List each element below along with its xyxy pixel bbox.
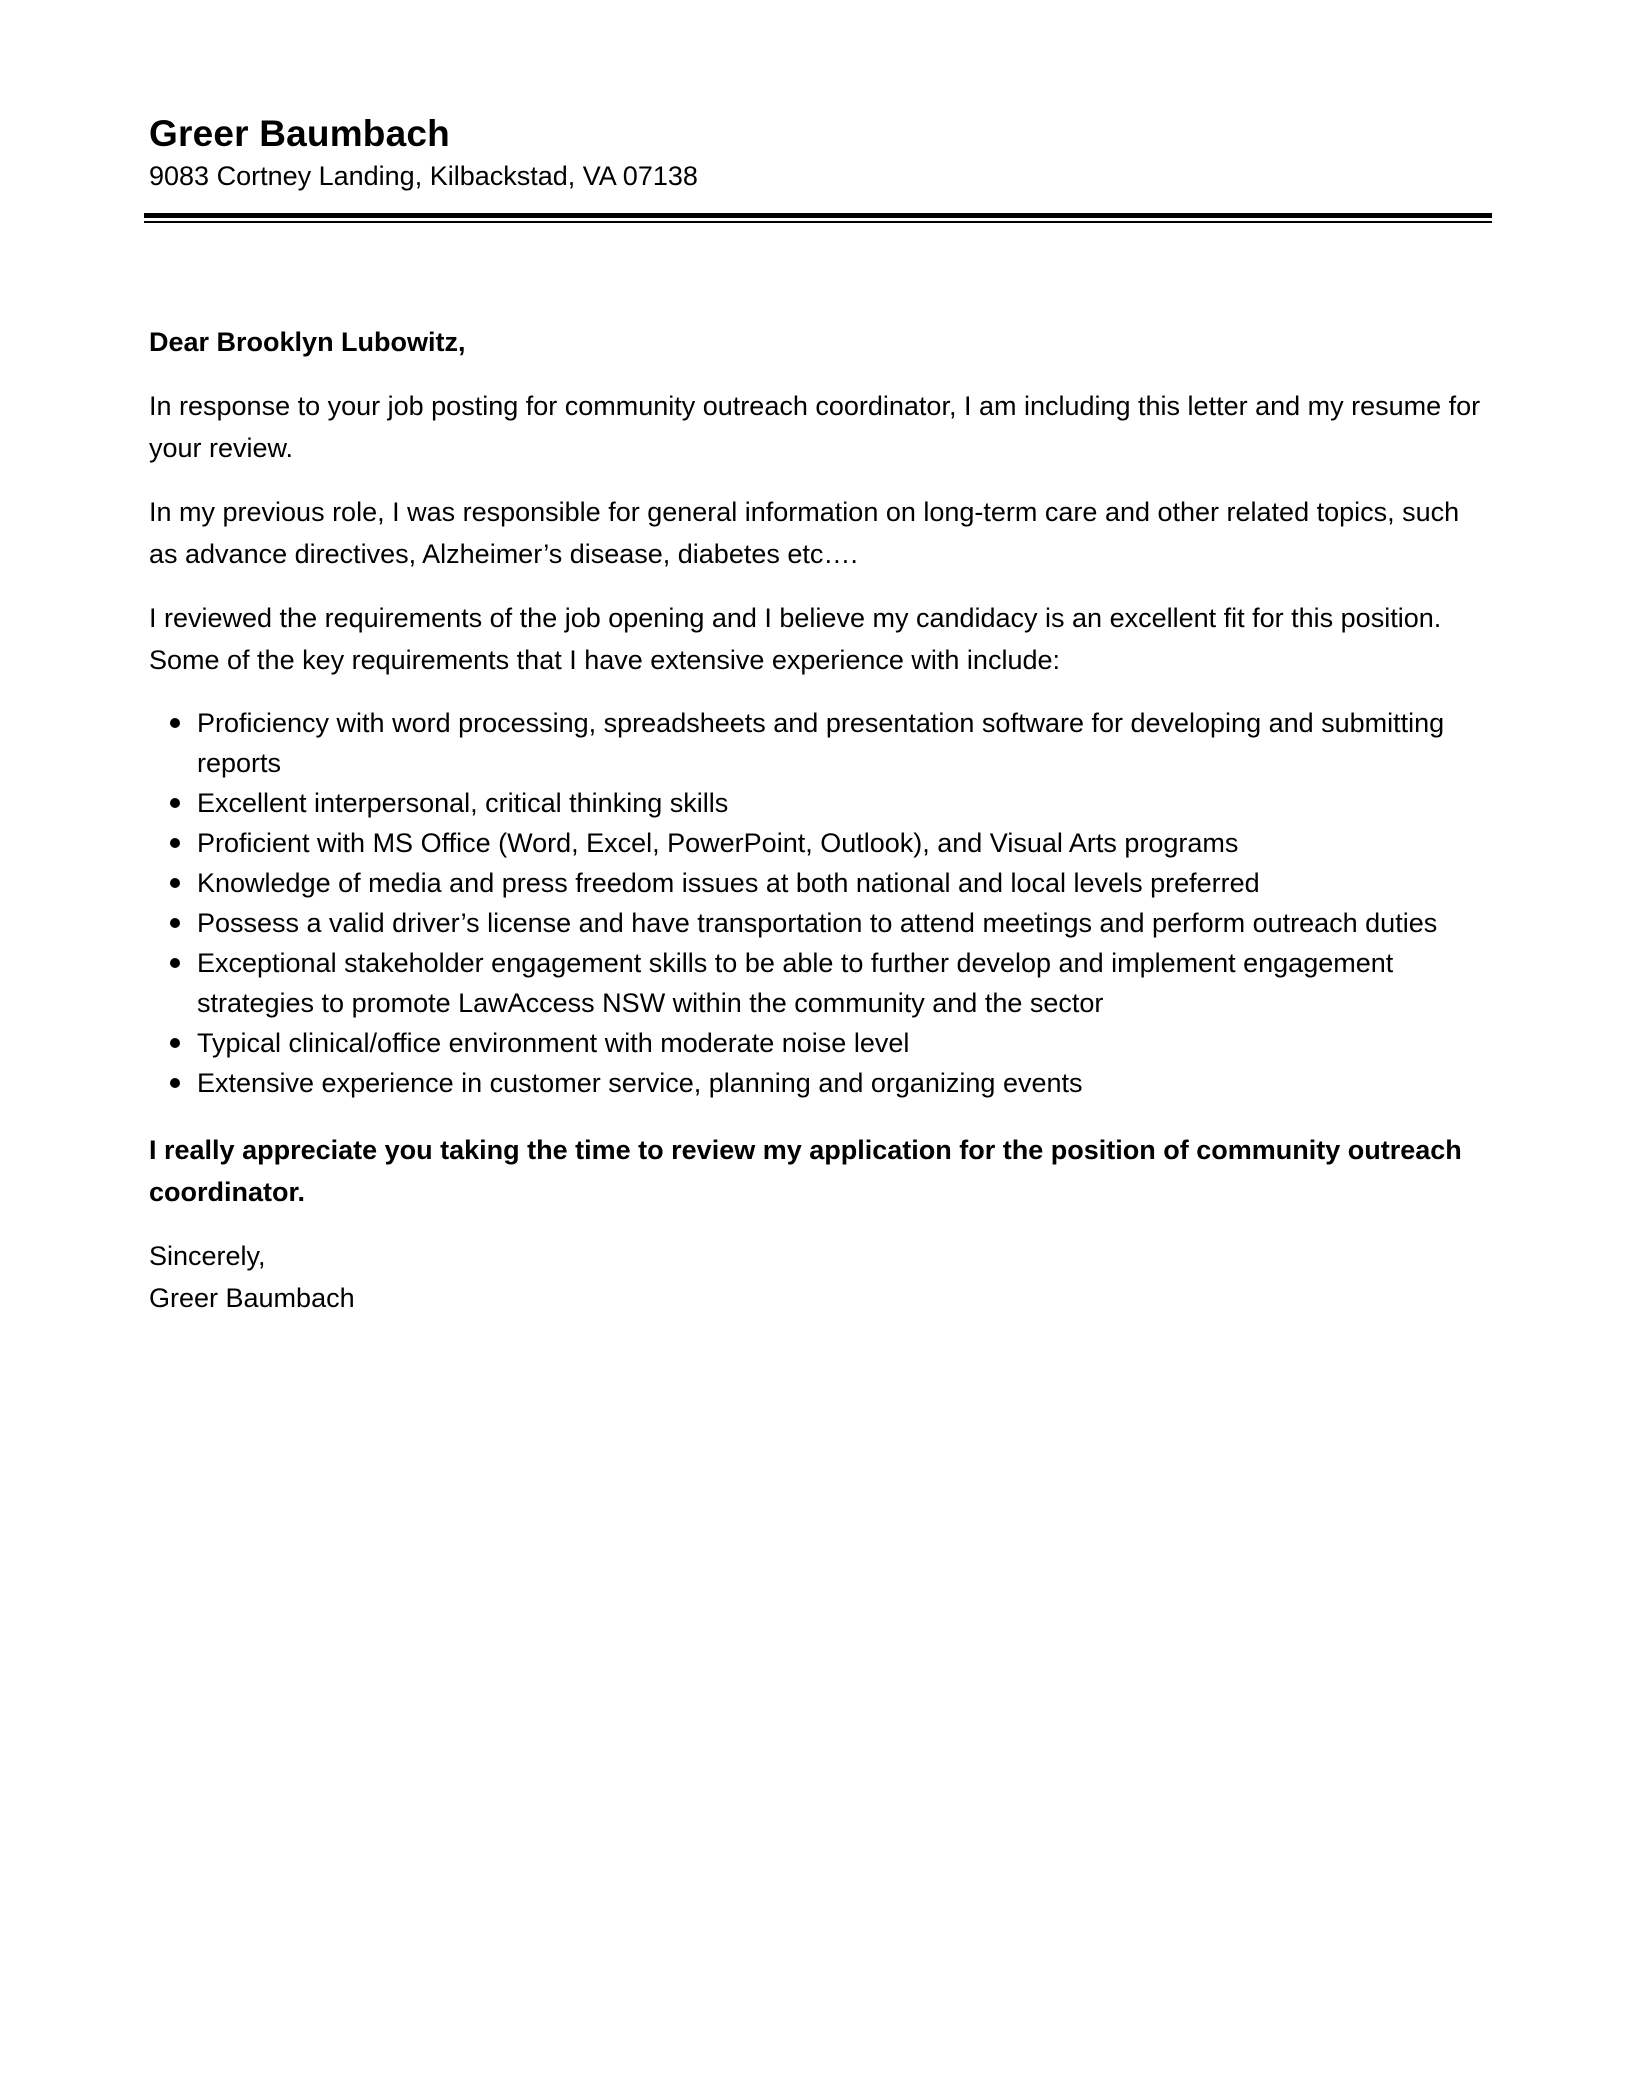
list-item-text: Exceptional stakeholder engagement skills to be able to further develop and implement engagement strategies to promote LawAccess NSW within the community and the sector xyxy=(197,948,1394,1018)
bullet-icon xyxy=(170,918,180,928)
list-item-text: Knowledge of media and press freedom issues at both national and local levels preferred xyxy=(197,868,1260,898)
requirements-list xyxy=(149,703,1494,1103)
bullet-icon xyxy=(170,1078,180,1088)
list-item xyxy=(149,703,1494,783)
salutation: Dear Brooklyn Lubowitz, xyxy=(149,327,466,357)
signoff: Sincerely, xyxy=(149,1241,266,1271)
letter-body xyxy=(149,321,1494,1319)
list-item-text: Proficient with MS Office (Word, Excel, PowerPoint, Outlook), and Visual Arts programs xyxy=(197,828,1239,858)
bullet-icon xyxy=(170,798,180,808)
paragraph-intro: In response to your job posting for community outreach coordinator, I am including this letter and my resume for your review. xyxy=(149,391,1481,463)
bullet-icon xyxy=(170,958,180,968)
list-item xyxy=(149,783,1494,823)
list-item xyxy=(149,1063,1494,1103)
list-item-text: Typical clinical/office environment with moderate noise level xyxy=(197,1028,910,1058)
list-item xyxy=(149,823,1494,863)
sender-address: 9083 Cortney Landing, Kilbackstad, VA 07138 xyxy=(149,161,698,191)
list-item xyxy=(149,943,1494,1023)
paragraph-requirements: I reviewed the requirements of the job opening and I believe my candidacy is an excellent fit for this position. Some of the key requirements that I have extensive experience with include: xyxy=(149,603,1442,675)
list-item-text: Extensive experience in customer service, planning and organizing events xyxy=(197,1068,1083,1098)
list-item-text: Excellent interpersonal, critical thinking skills xyxy=(197,788,729,818)
bullet-icon xyxy=(170,718,180,728)
closing-statement: I really appreciate you taking the time to review my application for the position of community outreach coordinator. xyxy=(149,1135,1462,1207)
list-item xyxy=(149,863,1494,903)
sender-name: Greer Baumbach xyxy=(149,113,450,154)
letter-header xyxy=(149,110,1489,194)
signature-name: Greer Baumbach xyxy=(149,1283,355,1313)
list-item-text: Proficiency with word processing, spreadsheets and presentation software for developing and submitting reports xyxy=(197,708,1445,778)
bullet-icon xyxy=(170,1038,180,1048)
list-item-text: Possess a valid driver’s license and have transportation to attend meetings and perform outreach duties xyxy=(197,908,1438,938)
header-divider-thin xyxy=(144,221,1492,223)
list-item xyxy=(149,1023,1494,1063)
header-divider-thick xyxy=(144,213,1492,218)
bullet-icon xyxy=(170,878,180,888)
paragraph-previous-role: In my previous role, I was responsible for general information on long-term care and other related topics, such as advance directives, Alzheimer’s disease, diabetes etc…. xyxy=(149,497,1460,569)
list-item xyxy=(149,903,1494,943)
bullet-icon xyxy=(170,838,180,848)
